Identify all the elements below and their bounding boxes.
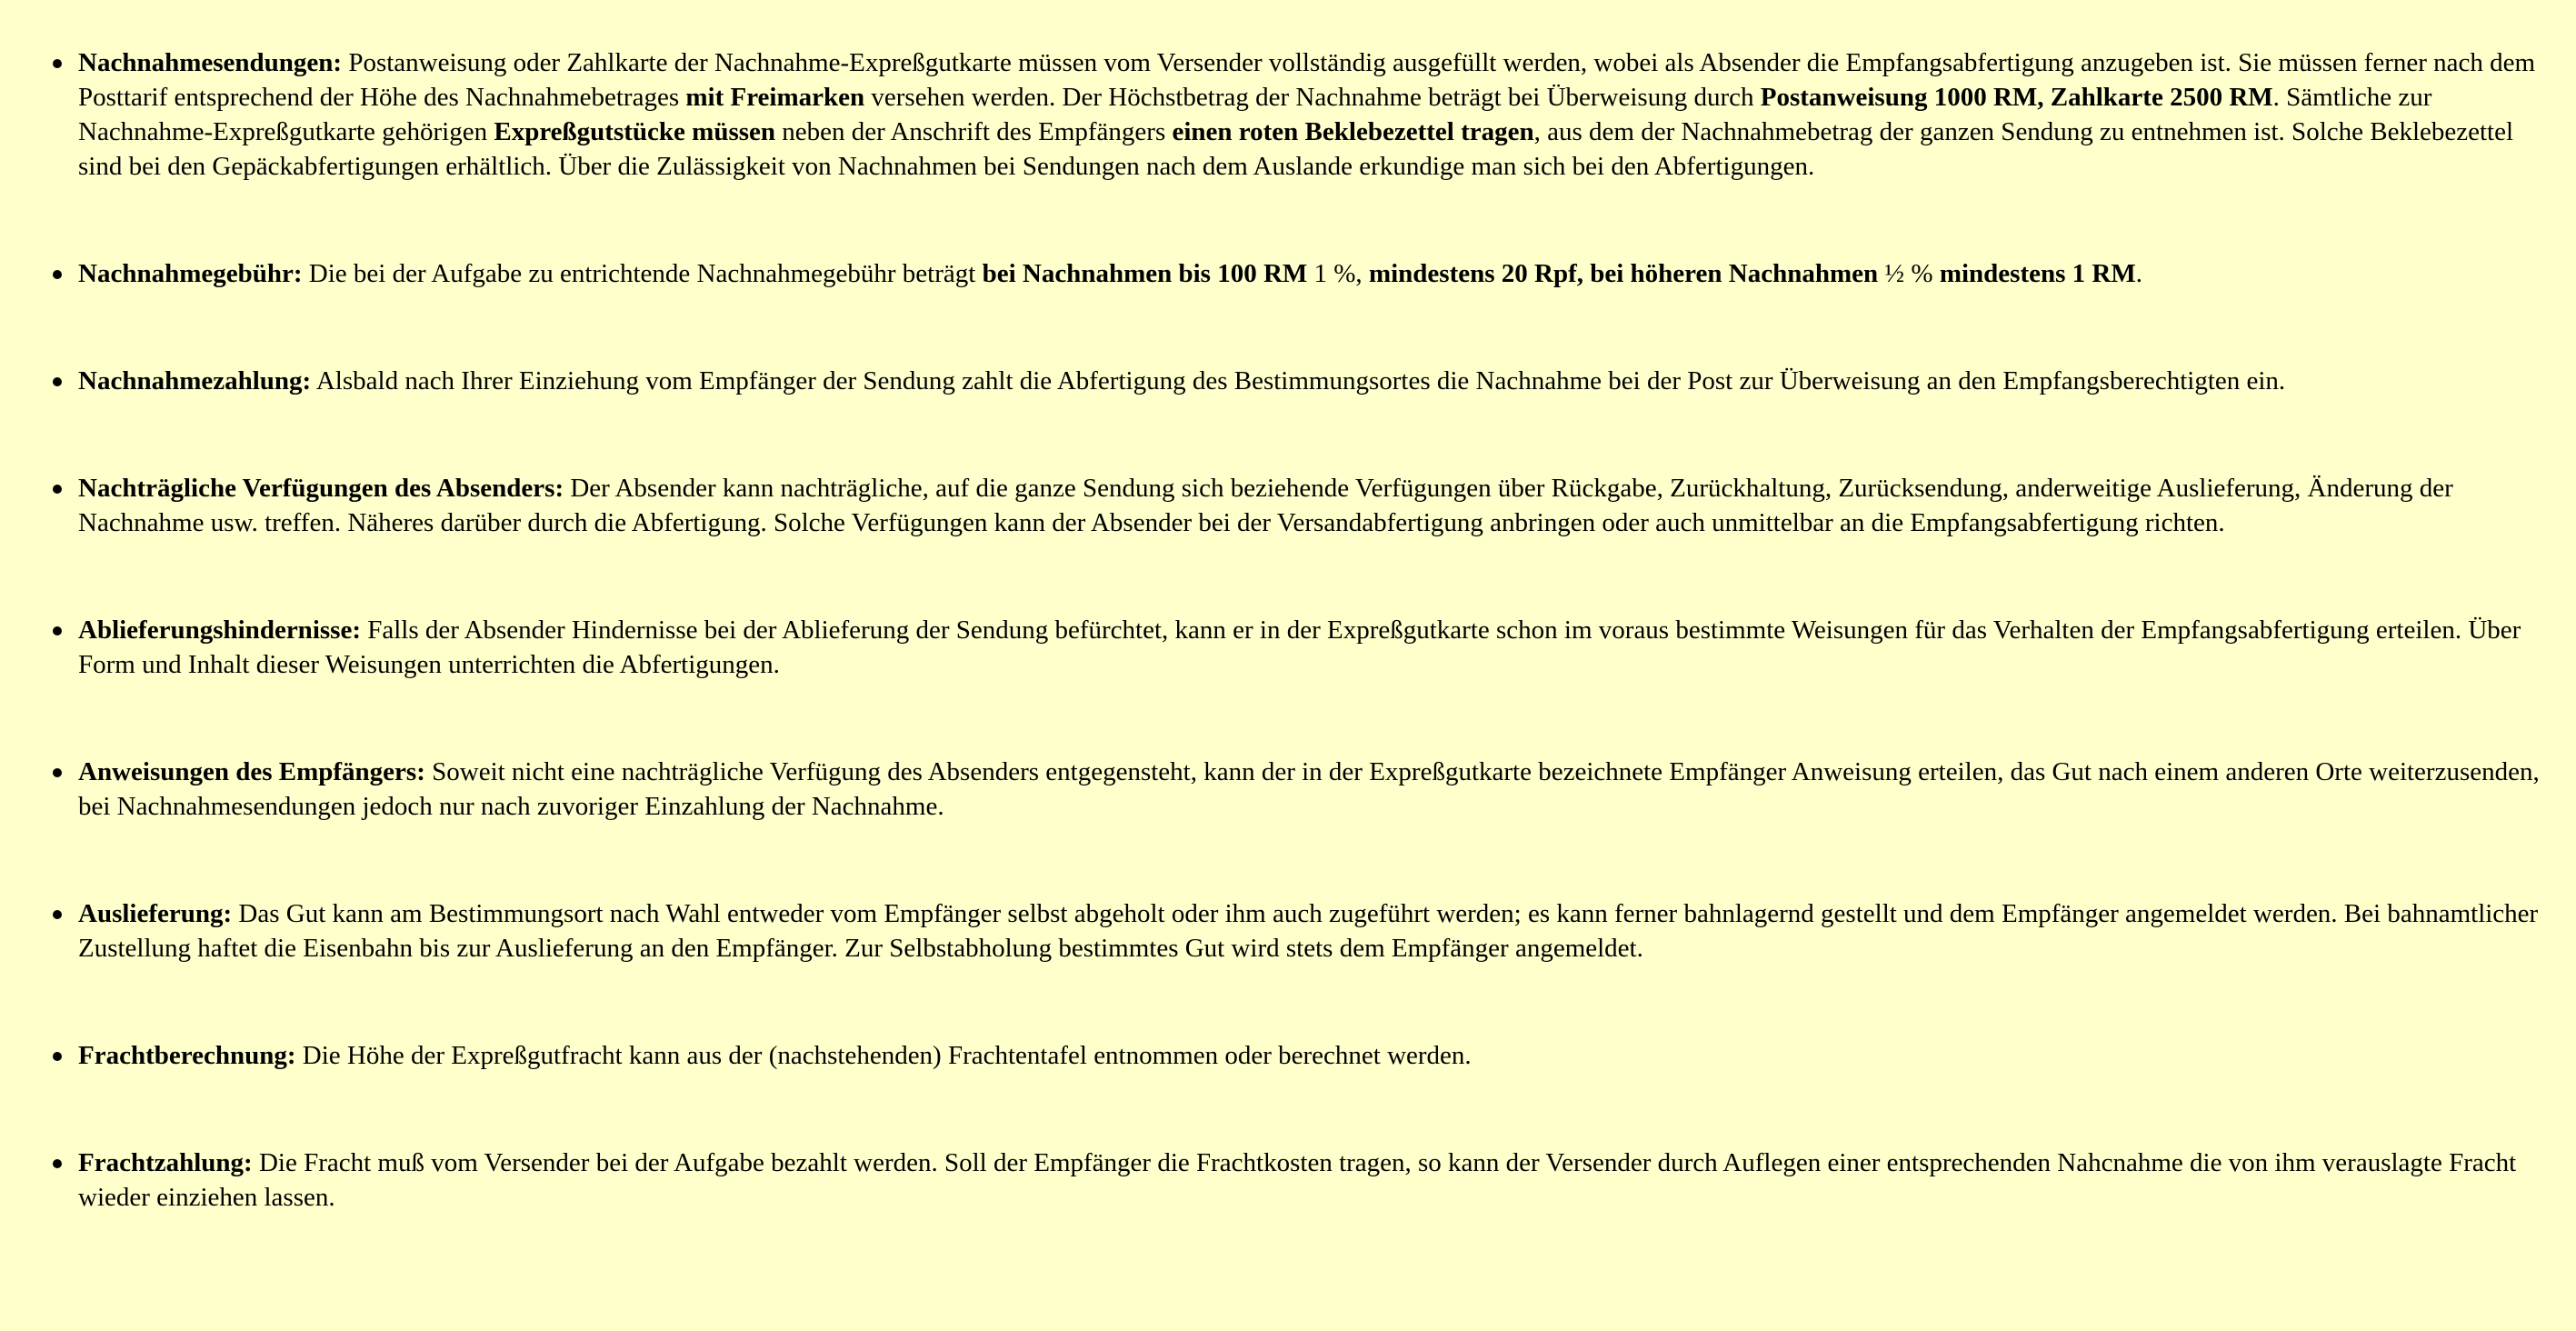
list-item <box>78 1038 2540 1073</box>
body-text: versehen werden. Der Höchstbetrag der Nachnahme beträgt bei Überweisung durch <box>864 83 1761 112</box>
list-item <box>78 364 2540 398</box>
item-heading: Nachträgliche Verfügungen des Absenders: <box>78 474 564 503</box>
item-heading: Frachtberechnung: <box>78 1041 296 1070</box>
body-text: neben der Anschrift des Empfängers <box>775 117 1173 146</box>
body-text: Der Absender kann nachträgliche, auf die ganze Sendung sich beziehende Verfügungen über Rückgabe, Zurückhaltung, Zurücksendung, anderweitige Auslieferung, Änderung der Nachnahme usw. treffen. Näheres darüber durch die Abfertigung. Solche Verfügungen kann der Absender bei der Versandabfertigung anbringen oder auch unmittelbar an die Empfangsabfertigung richten. <box>78 474 2453 537</box>
emphasis-text: mindestens 1 RM <box>1939 259 2136 288</box>
body-text: , aus dem der Nachnahmebetrag der ganzen Sendung zu entnehmen ist. Solche Beklebezettel sind bei den Gepäckabfertigungen erhältlich. Über die Zulässigkeit von Nachnahmen bei Sendungen nach dem Auslande erkundige man sich bei den Abfertigungen. <box>78 117 2514 181</box>
item-heading: Nachnahmegebühr: <box>78 259 303 288</box>
list-item <box>78 45 2540 184</box>
body-text: Die Fracht muß vom Versender bei der Aufgabe bezahlt werden. Soll der Empfänger die Frachtkosten tragen, so kann der Versender durch Auflegen einer entsprechenden Nahcnahme die von ihm verauslagte Fracht wieder einziehen lassen. <box>78 1148 2517 1212</box>
item-heading: Nachnahmesendungen: <box>78 48 343 77</box>
item-heading: Ablieferungshindernisse: <box>78 615 361 645</box>
body-text: Alsbald nach Ihrer Einziehung vom Empfänger der Sendung zahlt die Abfertigung des Bestimmungsortes die Nachnahme bei der Post zur Überweisung an den Empfangsberechtigten ein. <box>311 366 2286 395</box>
body-text: 1 %, <box>1307 259 1369 288</box>
item-heading: Auslieferung: <box>78 899 233 928</box>
list-item <box>78 613 2540 682</box>
item-heading: Frachtzahlung: <box>78 1148 253 1177</box>
body-text: . Sämtliche zur Nachnahme-Expreßgutkarte gehörigen <box>78 83 2432 146</box>
body-text: Falls der Absender Hindernisse bei der Ablieferung der Sendung befürchtet, kann er in der Expreßgutkarte schon im voraus bestimmte Weisungen für das Verhalten der Empfangsabfertigung erteilen. Über Form und Inhalt dieser Weisungen unterrichten die Abfertigungen. <box>78 615 2521 679</box>
emphasis-text: bei Nachnahmen bis 100 RM <box>982 259 1308 288</box>
body-text: Postanweisung oder Zahlkarte der Nachnahme-Expreßgutkarte müssen vom Versender vollständig ausgefüllt werden, wobei als Absender die Empfangsabfertigung anzugeben ist. Sie müssen ferner nach dem Posttarif entsprechend der Höhe des Nachnahmebetrages <box>78 48 2536 112</box>
body-text: Das Gut kann am Bestimmungsort nach Wahl entweder vom Empfänger selbst abgeholt oder ihm auch zugeführt werden; es kann ferner bahnlagernd gestellt und dem Empfänger angemeldet werden. Bei bahnamtlicher Zustellung haftet die Eisenbahn bis zur Auslieferung an den Empfänger. Zur Selbstabholung bestimmtes Gut wird stets dem Empfänger angemeldet. <box>78 899 2539 963</box>
list-item <box>78 755 2540 824</box>
item-heading: Anweisungen des Empfängers: <box>78 757 425 786</box>
body-text: Die bei der Aufgabe zu entrichtende Nachnahmegebühr beträgt <box>302 259 983 288</box>
emphasis-text: Expreßgutstücke müssen <box>494 117 776 146</box>
emphasis-text: mindestens 20 Rpf, bei höheren Nachnahmen <box>1368 259 1879 288</box>
body-text: Die Höhe der Expreßgutfracht kann aus der (nachstehenden) Frachtentafel entnommen oder berechnet werden. <box>295 1041 1472 1070</box>
body-text: Soweit nicht eine nachträgliche Verfügung des Absenders entgegensteht, kann der in der Expreßgutkarte bezeichnete Empfänger Anweisung erteilen, das Gut nach einem anderen Orte weiterzusenden, bei Nachnahmesendungen jedoch nur nach zuvoriger Einzahlung der Nachnahme. <box>78 757 2540 821</box>
emphasis-text: Postanweisung 1000 RM, Zahlkarte 2500 RM <box>1760 83 2273 112</box>
list-item <box>78 256 2540 291</box>
emphasis-text: mit Freimarken <box>685 83 865 112</box>
emphasis-text: einen roten Beklebezettel tragen <box>1172 117 1534 146</box>
list-item <box>78 471 2540 540</box>
list-item <box>78 1146 2540 1215</box>
terms-list <box>0 45 2540 1215</box>
body-text: . <box>2135 259 2142 288</box>
body-text: ½ % <box>1878 259 1940 288</box>
item-heading: Nachnahmezahlung: <box>78 366 312 395</box>
list-item <box>78 896 2540 966</box>
